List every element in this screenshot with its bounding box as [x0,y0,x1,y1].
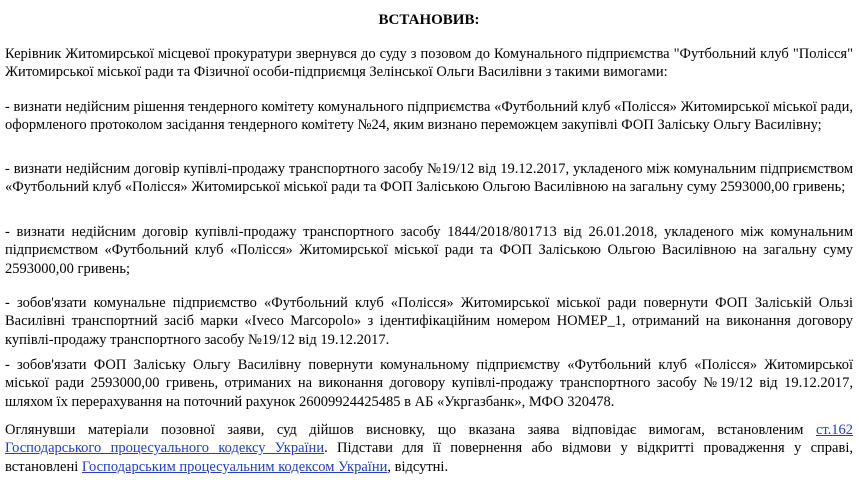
paragraph-claim-5: - зобов'язати ФОП Заліську Ольгу Василівну повернути комунальному підприємству «Футбольний клуб «Полісся» Житомирської міської ради 2593000,00 гривень, отриманих на виконання договору купівлі-продажу транспортного засобу №19/12 від 19.12.2017, шляхом їх перерахування на поточний рахунок 26009924425485 в АБ «Укргазбанк», МФО 320478. [5,357,853,410]
paragraph-conclusion-line-3 [5,458,853,476]
link-article-162[interactable]: ст.162 [815,422,853,438]
link-commercial-procedural-code-2[interactable]: Господарським процесуальним кодексом України [81,459,388,475]
paragraph-conclusion-line-1 [5,421,853,439]
conclusion-text-2: . Підстави для її повернення або відмови у відкритті провадження у справі, [324,440,853,456]
conclusion-text-1: Оглянувши матеріали позовної заяви, суд дійшов висновку, що вказана заява відповідає вимогам, встановленим [5,422,816,438]
link-commercial-procedural-code[interactable]: Господарського процесуального кодексу України [5,440,325,456]
paragraph-claim-4: - зобов'язати комунальне підприємство «Футбольний клуб «Полісся» Житомирської міської ради повернути ФОП Заліській Ользі Василівні транспортний засіб марки «Iveco Marcopolo» з ідентифікаційним номером НОМЕР_1, отриманий на виконання договору купівлі-продажу транспортного засобу №19/12 від 19.12.2017. [5,295,853,348]
paragraph-intro: Керівник Житомирської місцевої прокуратури звернувся до суду з позовом до Комунального підприємства "Футбольний клуб "Полісся" Житомирської міської ради та Фізичної особи-підприємця Зелінської Ольги Василівни з такими вимогами: [5,46,853,81]
conclusion-text-3: встановлені [5,459,82,475]
conclusion-text-4: , відсутні. [387,459,449,475]
section-heading: ВСТАНОВИВ: [378,12,480,28]
document [5,0,853,475]
paragraph-claim-3: - визнати недійсним договір купівлі-продажу транспортного засобу 1844/2018/801713 від 26.01.2018, укладеного між комунальним підприємством «Футбольний клуб «Полісся» Житомирської міської ради та ФОП Заліською Ольгою Василівною на загальну суму 2593000,00 гривень; [5,224,853,277]
paragraph-conclusion-line-2 [5,439,853,457]
paragraph-claim-2: - визнати недійсним договір купівлі-продажу транспортного засобу №19/12 від 19.12.2017, укладеного між комунальним підприємством «Футбольний клуб «Полісся» Житомирської міської ради та ФОП Заліською Ольгою Василівною на загальну суму 2593000,00 гривень; [5,161,853,196]
paragraph-claim-1: - визнати недійсним рішення тендерного комітету комунального підприємства «Футбольний клуб «Полісся» Житомирської міської ради, оформленого протоколом засідання тендерного комітету №24, яким визнано переможцем закупівлі ФОП Заліську Ольгу Василівну; [5,99,853,134]
